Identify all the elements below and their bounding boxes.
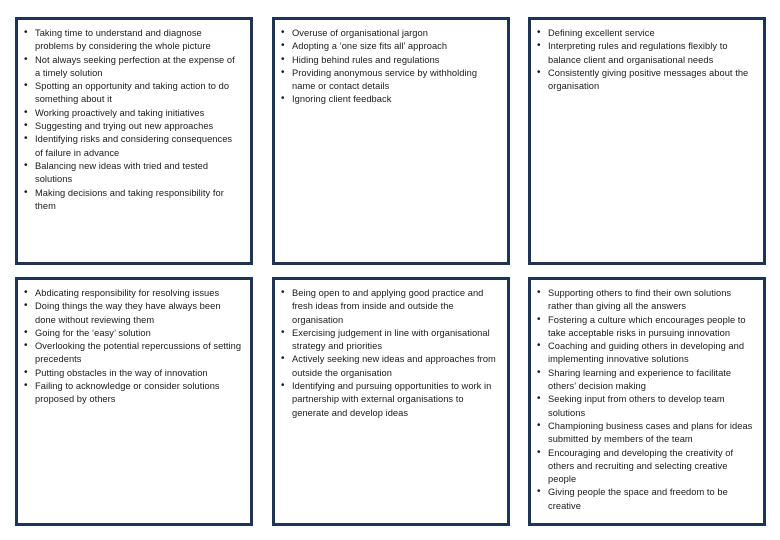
bullet-list <box>537 27 755 93</box>
list-item: • Working proactively and taking initiatives <box>24 107 242 120</box>
bullet-list <box>281 287 499 420</box>
list-item: • Overuse of organisational jargon <box>281 27 499 40</box>
list-item: • Suggesting and trying out new approaches <box>24 120 242 133</box>
list-item: • Giving people the space and freedom to be creative <box>537 486 755 513</box>
list-item: • Spotting an opportunity and taking action to do something about it <box>24 80 242 107</box>
list-item: • Making decisions and taking responsibility for them <box>24 187 242 214</box>
list-item: • Identifying risks and considering consequences of failure in advance <box>24 133 242 160</box>
list-item: • Taking time to understand and diagnose problems by considering the whole picture <box>24 27 242 54</box>
bullet-list <box>24 27 242 213</box>
list-item: • Exercising judgement in line with organisational strategy and priorities <box>281 327 499 354</box>
card-top-left <box>15 17 253 265</box>
card-top-right <box>528 17 766 265</box>
list-item: • Supporting others to find their own solutions rather than giving all the answers <box>537 287 755 314</box>
bullet-list <box>24 287 242 407</box>
list-item: • Actively seeking new ideas and approaches from outside the organisation <box>281 353 499 380</box>
bullet-list <box>281 27 499 107</box>
list-item: • Ignoring client feedback <box>281 93 499 106</box>
list-item: • Championing business cases and plans for ideas submitted by members of the team <box>537 420 755 447</box>
list-item: • Balancing new ideas with tried and tested solutions <box>24 160 242 187</box>
card-bottom-middle <box>272 277 510 526</box>
list-item: • Putting obstacles in the way of innovation <box>24 367 242 380</box>
card-bottom-right <box>528 277 766 526</box>
list-item: • Encouraging and developing the creativity of others and recruiting and selecting creative people <box>537 447 755 487</box>
list-item: • Overlooking the potential repercussions of setting precedents <box>24 340 242 367</box>
list-item: • Hiding behind rules and regulations <box>281 54 499 67</box>
list-item: • Sharing learning and experience to facilitate others’ decision making <box>537 367 755 394</box>
list-item: • Seeking input from others to develop team solutions <box>537 393 755 420</box>
list-item: • Going for the ‘easy’ solution <box>24 327 242 340</box>
list-item: • Abdicating responsibility for resolving issues <box>24 287 242 300</box>
list-item: • Identifying and pursuing opportunities to work in partnership with external organisations to generate and develop ideas <box>281 380 499 420</box>
list-item: • Not always seeking perfection at the expense of a timely solution <box>24 54 242 81</box>
list-item: • Adopting a ‘one size fits all’ approach <box>281 40 499 53</box>
list-item: • Consistently giving positive messages about the organisation <box>537 67 755 94</box>
list-item: • Doing things the way they have always been done without reviewing them <box>24 300 242 327</box>
list-item: • Being open to and applying good practice and fresh ideas from inside and outside the organisation <box>281 287 499 327</box>
list-item: • Interpreting rules and regulations flexibly to balance client and organisational needs <box>537 40 755 67</box>
list-item: • Defining excellent service <box>537 27 755 40</box>
list-item: • Failing to acknowledge or consider solutions proposed by others <box>24 380 242 407</box>
list-item: • Fostering a culture which encourages people to take acceptable risks in pursuing innovation <box>537 314 755 341</box>
card-top-middle <box>272 17 510 265</box>
list-item: • Coaching and guiding others in developing and implementing innovative solutions <box>537 340 755 367</box>
list-item: • Providing anonymous service by withholding name or contact details <box>281 67 499 94</box>
card-bottom-left <box>15 277 253 526</box>
bullet-list <box>537 287 755 513</box>
